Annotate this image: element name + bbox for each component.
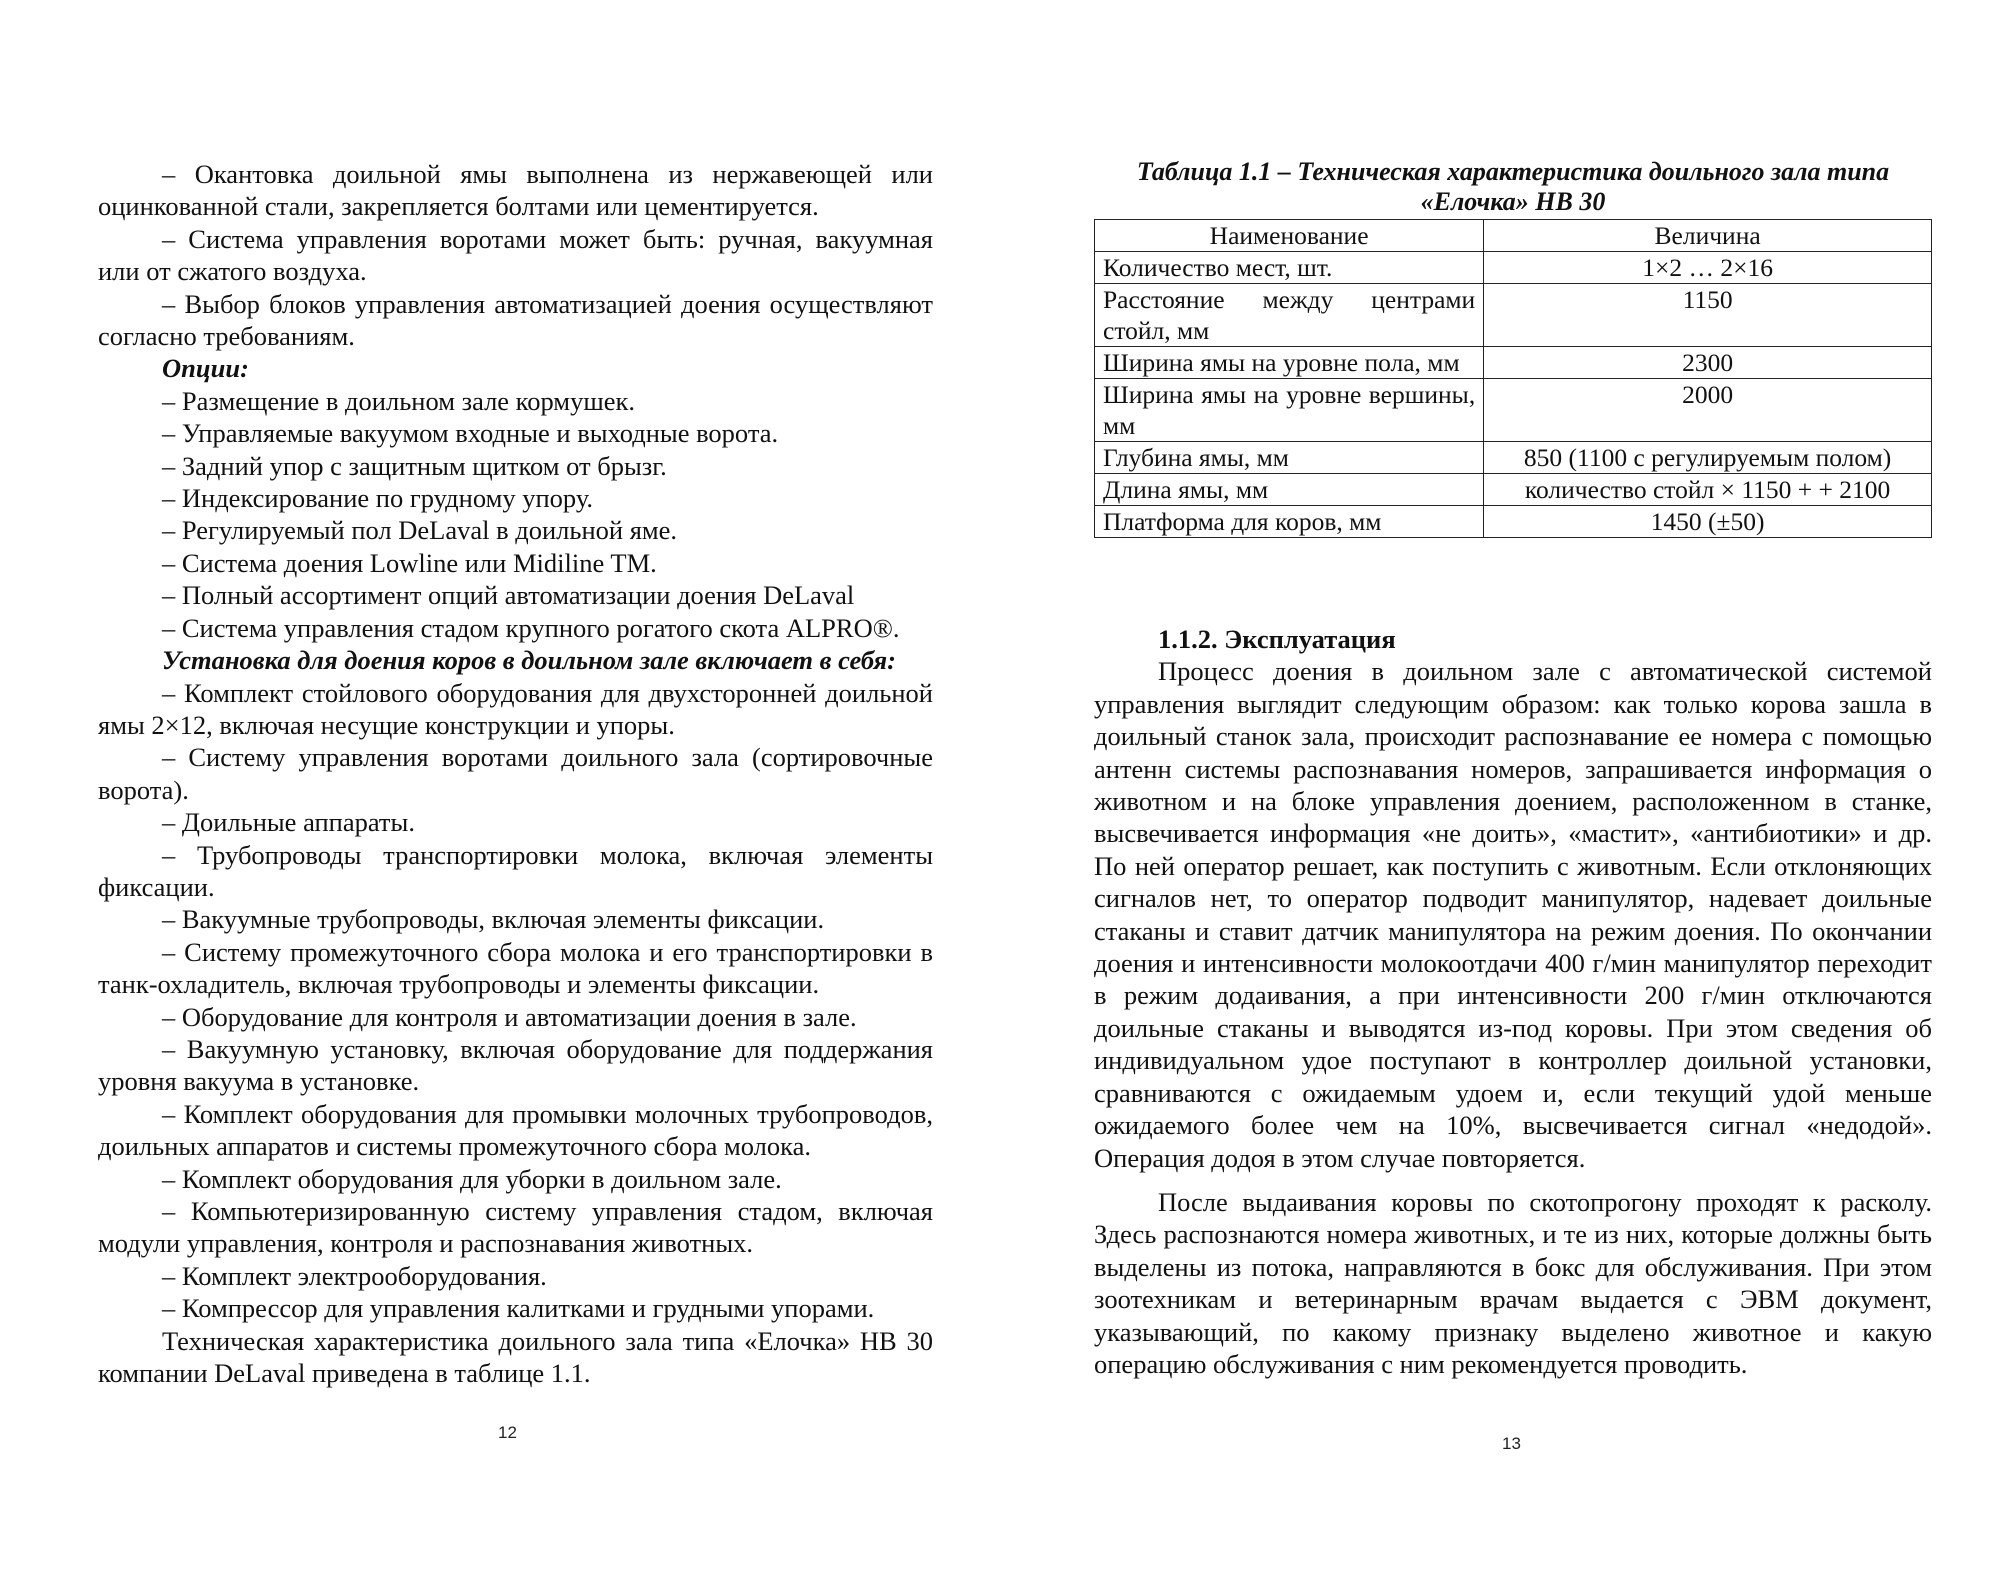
list-item: – Оборудование для контроля и автоматизации доения в зале.	[162, 1001, 857, 1032]
list-item: – Индексирование по грудному упору.	[162, 483, 594, 514]
table-cell: 1150	[1484, 284, 1932, 347]
page-number: 12	[498, 1423, 517, 1442]
list-item: – Система доения Lowline или Midiline TM.	[162, 547, 657, 578]
list-item: – Система управления стадом крупного рогатого скота ALPRO®.	[162, 612, 900, 643]
table-row	[1095, 442, 1932, 474]
list-item: – Доильные аппараты.	[162, 807, 415, 838]
spec-table	[1094, 219, 1932, 538]
list-item: – Размещение в доильном зале кормушек.	[162, 385, 635, 416]
right-page	[1000, 0, 2000, 1587]
list-item: – Регулируемый пол DeLaval в доильной яме.	[162, 515, 678, 546]
paragraph: После выдаивания коровы по скотопрогону проходят к расколу. Здесь распознаются номера животных, и те из них, которые должны быть выделены из потока, направляются в бокс для обслуживания. При этом зоотехникам и ветеринарным врачам выдается с ЭВМ документ, указывающий, по какому признаку выделено животное и какую операцию обслуживания с ним рекомендуется проводить.	[1094, 1186, 1932, 1379]
table-cell: 1450 (±50)	[1484, 506, 1932, 538]
table-row	[1095, 506, 1932, 538]
table-caption: Таблица 1.1 – Техническая характеристика доильного зала типа «Елочка» НВ 30	[1136, 157, 1890, 216]
table-header: Наименование	[1095, 220, 1484, 252]
table-cell: 1×2 … 2×16	[1484, 252, 1932, 284]
left-page-text	[98, 158, 933, 1389]
table-header: Величина	[1484, 220, 1932, 252]
list-item: – Систему управления воротами доильного зала (сортировочные ворота).	[98, 742, 933, 805]
paragraph: – Система управления воротами может быть: ручная, вакуумная или от сжатого воздуха.	[98, 223, 933, 287]
options-subheading: Опции:	[162, 353, 249, 384]
right-page-text	[1094, 623, 1932, 1380]
list-item: – Комплект стойлового оборудования для двухсторонней доильной ямы 2×12, включая несущие конструкции и упоры.	[98, 677, 933, 740]
table-cell: 2000	[1484, 379, 1932, 442]
table-row	[1095, 474, 1932, 506]
paragraph: Процесс доения в доильном зале с автоматической системой управления выглядит следующим образом: как только корова зашла в доильный станок зала, происходит распознавание ее номера с помощью антенн системы распознавания номеров, запрашивается информация о животном и на блоке управления доением, расположенном в станке, высвечивается информация «не доить», «мастит», «антибиотики» и др. По ней оператор решает, как поступить с животным. Если отклоняющих сигналов нет, то оператор подводит манипулятор, надевает доильные стаканы и ставит датчик манипулятора на режим доения. По окончании доения и интенсивности молокоотдачи 400 г/мин манипулятор переходит в режим додаивания, а при интенсивности 200 г/мин отключаются доильные стаканы и выводятся из-под коровы. При этом сведения об индивидуальном удое поступают в контроллер доильной установки, сравниваются с ожидаемым удоем и, если текущий удой меньше ожидаемого более чем на 10%, высвечивается сигнал «недодой». Операция додоя в этом случае повторяется.	[1094, 656, 1932, 1173]
list-item: – Трубопроводы транспортировки молока, включая элементы фиксации.	[98, 839, 933, 902]
list-item: – Компрессор для управления калитками и грудными упорами.	[162, 1293, 875, 1324]
table-cell: Количество мест, шт.	[1095, 252, 1484, 284]
paragraph: Техническая характеристика доильного зала типа «Елочка» HB 30 компании DeLaval приведена в таблице 1.1.	[98, 1325, 933, 1389]
list-item: – Комплект оборудования для промывки молочных трубопроводов, доильных аппаратов и системы промежуточного сбора молока.	[98, 1098, 933, 1162]
paragraph: – Выбор блоков управления автоматизацией доения осуществляют согласно требованиям.	[98, 288, 933, 352]
table-header-row	[1095, 220, 1932, 252]
table-cell: 850 (1100 с регулируемым полом)	[1484, 442, 1932, 474]
table-row	[1095, 347, 1932, 379]
table-cell: 2300	[1484, 347, 1932, 379]
list-item: – Полный ассортимент опций автоматизации доения DeLaval	[162, 580, 855, 611]
table-cell: Ширина ямы на уровне пола, мм	[1095, 347, 1484, 379]
list-item: – Вакуумные трубопроводы, включая элементы фиксации.	[162, 904, 825, 935]
section-heading: 1.1.2. Эксплуатация	[1158, 624, 1396, 654]
table-cell: Глубина ямы, мм	[1095, 442, 1484, 474]
installation-subheading: Установка для доения коров в доильном зале включает в себя:	[162, 645, 896, 676]
page-number: 13	[1502, 1434, 1521, 1453]
list-item: – Компьютеризированную систему управления стадом, включая модули управления, контроля и распознавания животных.	[98, 1196, 933, 1259]
paragraph: – Окантовка доильной ямы выполнена из нержавеющей или оцинкованной стали, закрепляется болтами или цементируется.	[98, 159, 933, 222]
list-item: – Управляемые вакуумом входные и выходные ворота.	[162, 418, 779, 449]
table-row	[1095, 284, 1932, 347]
list-item: – Систему промежуточного сбора молока и его транспортировки в танк-охладитель, включая трубопроводы и элементы фиксации.	[98, 936, 933, 1000]
table-cell: количество стойл × 1150 + + 2100	[1484, 474, 1932, 506]
paragraph-gap	[1094, 1174, 1932, 1186]
table-row	[1095, 252, 1932, 284]
list-item: – Вакуумную установку, включая оборудование для поддержания уровня вакуума в установке.	[98, 1033, 933, 1097]
table-cell: Длина ямы, мм	[1095, 474, 1484, 506]
table-cell: Расстояние между центрами стойл, мм	[1095, 284, 1484, 347]
table-cell: Ширина ямы на уровне вершины, мм	[1095, 379, 1484, 442]
list-item: – Задний упор с защитным щитком от брызг.	[162, 450, 667, 481]
list-item: – Комплект электрооборудования.	[162, 1260, 547, 1291]
table-row	[1095, 379, 1932, 442]
table-cell: Платформа для коров, мм	[1095, 506, 1484, 538]
list-item: – Комплект оборудования для уборки в доильном зале.	[162, 1163, 782, 1194]
